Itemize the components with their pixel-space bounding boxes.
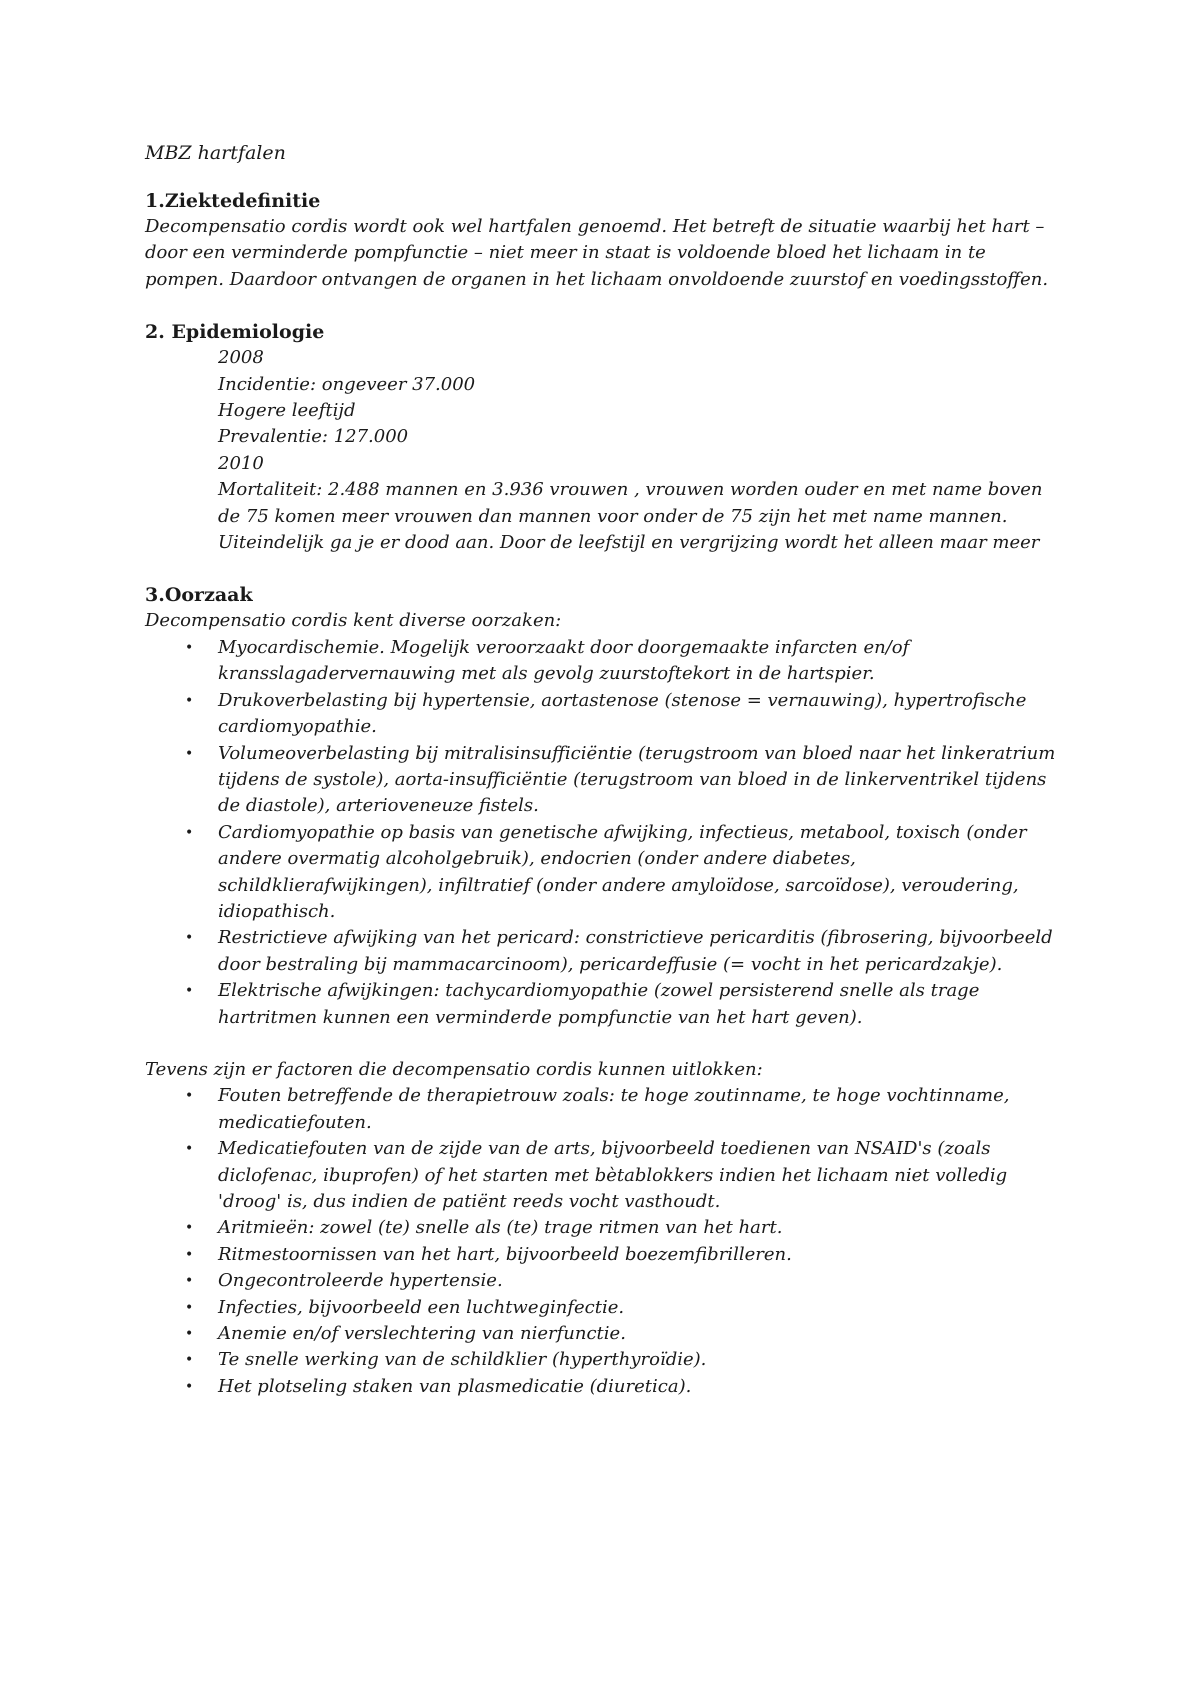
section-heading: 3.Oorzaak	[145, 584, 253, 607]
list-item-text: Cardiomyopathie op basis van genetische afwijking, infectieus, metabool, toxisch (onder andere overmatig alcoholgebruik), endocrien (onder andere diabetes, schildklierafwijkingen), infiltratief (onder andere amyloïdose, sarcoïdose), veroudering, idiopathisch.	[218, 821, 1027, 922]
factors-intro: Tevens zijn er factoren die decompensatio cordis kunnen uitlokken:	[145, 1058, 763, 1080]
list-item-text: Aritmieën: zowel (te) snelle als (te) trage ritmen van het hart.	[218, 1217, 783, 1239]
bullet-icon: •	[185, 1246, 194, 1263]
epi-line: Incidentie: ongeveer 37.000	[218, 373, 476, 395]
list-item-text: Restrictieve afwijking van het pericard: constrictieve pericarditis (fibrosering, bijvoorbeeld door bestraling bij mammacarcinoom), pericardeffusie (= vocht in het pericardzakje).	[218, 927, 1053, 975]
spacer	[145, 1031, 1065, 1057]
list-item-text: Het plotseling staken van plasmedicatie (diuretica).	[218, 1375, 692, 1397]
section-epidemiologie	[145, 319, 1065, 556]
epi-line: Prevalentie: 127.000	[218, 426, 409, 448]
bullet-icon: •	[185, 639, 194, 656]
list-item	[145, 1295, 1065, 1321]
section-paragraph: Decompensatio cordis wordt ook wel hartfalen genoemd. Het betreft de situatie waarbij het hart – door een verminderde pompfunctie – niet meer in staat is voldoende bloed het lichaam in te pompen. Daardoor ontvangen de organen in het lichaam onvoldoende zuurstof en voedingsstoffen.	[145, 216, 1049, 290]
list-item	[145, 1136, 1065, 1215]
list-item	[145, 1321, 1065, 1347]
list-item	[145, 1215, 1065, 1241]
document-content	[145, 140, 1065, 1426]
bullet-icon: •	[185, 1299, 194, 1316]
list-item	[145, 741, 1065, 820]
bullet-icon: •	[185, 1378, 194, 1395]
factors-list	[145, 1083, 1065, 1400]
section-oorzaak	[145, 582, 1065, 1400]
epi-line: 2010	[218, 452, 264, 474]
list-item	[145, 1374, 1065, 1400]
epi-line: Mortaliteit: 2.488 mannen en 3.936 vrouwen , vrouwen worden ouder en met name boven de 75 komen meer vrouwen dan mannen voor onder de 75 zijn het met name mannen. Uiteindelijk ga je er dood aan. Door de leefstijl en vergrijzing wordt het alleen maar meer	[218, 479, 1043, 554]
list-item-text: Ongecontroleerde hypertensie.	[218, 1270, 503, 1292]
bullet-icon: •	[185, 1326, 194, 1343]
list-item	[145, 688, 1065, 741]
list-item	[145, 1083, 1065, 1136]
bullet-icon: •	[185, 1141, 194, 1158]
bullet-icon: •	[185, 824, 194, 841]
list-item	[145, 1242, 1065, 1268]
list-item-text: Drukoverbelasting bij hypertensie, aortastenose (stenose = vernauwing), hypertrofische cardiomyopathie.	[218, 689, 1027, 738]
bullet-icon: •	[185, 1352, 194, 1369]
list-item-text: Medicatiefouten van de zijde van de arts, bijvoorbeeld toedienen van NSAID's (zoals diclofenac, ibuprofen) of het starten met bètablokkers indien het lichaam niet volledig 'droog' is, dus indien de patiënt reeds vocht vasthoudt.	[218, 1138, 1008, 1212]
section-heading: 2. Epidemiologie	[145, 321, 325, 344]
list-item	[145, 635, 1065, 688]
list-item	[145, 978, 1065, 1031]
epi-line: Hogere leeftijd	[218, 400, 356, 422]
oorzaak-list	[145, 635, 1065, 1031]
list-item-text: Fouten betreffende de therapietrouw zoals: te hoge zoutinname, te hoge vochtinname, medicatiefouten.	[218, 1085, 1010, 1133]
list-item-text: Volumeoverbelasting bij mitralisinsufficiëntie (terugstroom van bloed naar het linkeratrium tijdens de systole), aorta-insufficiëntie (terugstroom van bloed in de linkerventrikel tijdens de diastole), arterioveneuze fistels.	[218, 742, 1056, 817]
list-item-text: Elektrische afwijkingen: tachycardiomyopathie (zowel persisterend snelle als trage hartritmen kunnen een verminderde pompfunctie van het hart geven).	[218, 980, 980, 1028]
list-item	[145, 1347, 1065, 1373]
list-item	[145, 925, 1065, 978]
oorzaak-intro: Decompensatio cordis kent diverse oorzaken:	[145, 610, 562, 632]
list-item-text: Myocardischemie. Mogelijk veroorzaakt door doorgemaakte infarcten en/of kransslagadervernauwing met als gevolg zuurstoftekort in de hartspier.	[218, 636, 910, 685]
bullet-icon: •	[185, 1088, 194, 1105]
bullet-icon: •	[185, 692, 194, 709]
list-item	[145, 1268, 1065, 1294]
epi-line: 2008	[218, 347, 264, 369]
bullet-icon: •	[185, 983, 194, 1000]
list-item-text: Te snelle werking van de schildklier (hyperthyroïdie).	[218, 1349, 707, 1371]
bullet-icon: •	[185, 1220, 194, 1237]
epidemiologie-lines	[145, 345, 1065, 556]
list-item	[145, 820, 1065, 926]
list-item-text: Anemie en/of verslechtering van nierfunctie.	[218, 1323, 626, 1345]
list-item-text: Ritmestoornissen van het hart, bijvoorbeeld boezemfibrilleren.	[218, 1243, 792, 1265]
list-item-text: Infecties, bijvoorbeeld een luchtweginfectie.	[218, 1296, 625, 1318]
bullet-icon: •	[185, 745, 194, 762]
section-ziektedefinitie	[145, 188, 1065, 293]
section-heading: 1.Ziektedefinitie	[145, 190, 321, 212]
document-title: MBZ hartfalen	[145, 142, 286, 164]
bullet-icon: •	[185, 1273, 194, 1290]
bullet-icon: •	[185, 930, 194, 947]
